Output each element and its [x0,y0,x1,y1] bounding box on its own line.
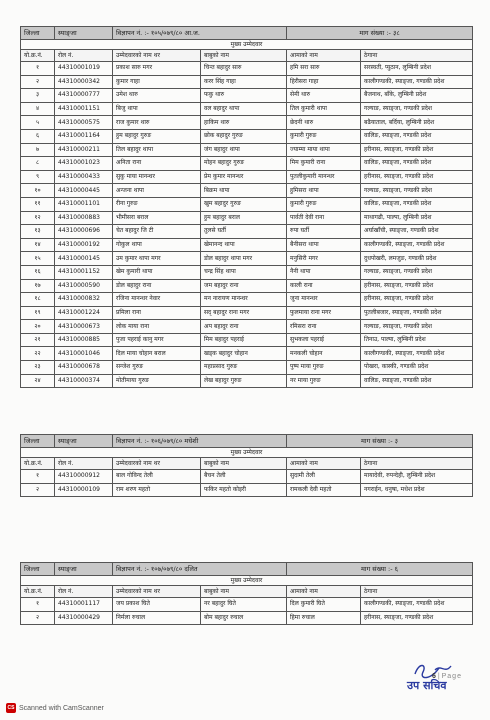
roll-number: 44310001151 [55,102,113,116]
mother-name: रामकली देवी महतो [287,483,361,497]
father-name: चन्द्र सिंह थापा [201,265,287,279]
roll-number: 44310001101 [55,197,113,211]
mother-name: हिमा रुचाल [287,611,361,625]
candidate-name: डोल बहादुर राना [113,279,201,293]
serial-number: १५ [21,252,55,266]
table-row [21,347,473,361]
father-name: डोल बहादुर थापा मगर [201,252,287,266]
col-header: ठेगाना [361,586,473,598]
mother-name: रमिसरा राना [287,320,361,334]
roll-number: 44310001046 [55,347,113,361]
address: माथागढी, पाल्पा, लुम्बिनी प्रदेश [361,211,473,225]
table-row [21,75,473,89]
col-header: यो.क्र.नं. [21,458,55,470]
serial-number: १ [21,470,55,484]
father-name: सद् बहादुर राना मगर [201,306,287,320]
roll-number: 44310000145 [55,252,113,266]
address: नगराईन, धनुषा, मधेश प्रदेश [361,483,473,497]
candidate-name: जय प्रकाश घिते [113,598,201,612]
serial-number: २४ [21,374,55,388]
roll-number: 44310000429 [55,611,113,625]
col-header: आमाको नाम [287,50,361,62]
address: वालिङ, स्याङ्जा, गण्डकी प्रदेश [361,129,473,143]
table-row [21,374,473,388]
address: गल्याङ, स्याङ्जा, गण्डकी प्रदेश [361,320,473,334]
col-header: आमाको नाम [287,586,361,598]
mother-name: कुमारी गुरुङ [287,129,361,143]
address: दुधपोखरी, लमजुङ, गण्डकी प्रदेश [361,252,473,266]
subtitle-row [21,576,473,586]
table-row [21,184,473,198]
father-name: मोहन बहादुर गुरुङ [201,157,287,171]
candidate-name: सुकु माया मानन्धर [113,170,201,184]
father-name: फकिर महतो कोइरी [201,483,287,497]
candidate-name: खेम कुमारी थापा [113,265,201,279]
roll-number: 44310000575 [55,116,113,130]
serial-number: ६ [21,129,55,143]
district-value: स्याङ्जा [55,27,113,40]
father-name: लेख बहादुर गुरुङ [201,374,287,388]
table-subtitle: मुख्य उम्मेदवार [21,576,473,586]
district-value: स्याङ्जा [55,435,113,448]
father-name: हुम बहादुर बराल [201,211,287,225]
serial-number: १९ [21,306,55,320]
roll-number: 44310000192 [55,238,113,252]
mother-name: पुष्प माया गुरुङ [287,361,361,375]
table-row [21,197,473,211]
father-name: प्रेम कुमार मानन्धर [201,170,287,184]
col-header: यो.क्र.नं. [21,586,55,598]
page-number: 6 | Page [432,673,462,680]
roll-number: 44310000433 [55,170,113,184]
father-name: फकु थारु [201,89,287,103]
father-name: चिन्त बहादुर सारु [201,62,287,76]
address: सरस्वती, प्युठान, लुम्बिनी प्रदेश [361,62,473,76]
father-name: जंग बहादुर थापा [201,143,287,157]
address: बढैयाताल, बर्दिया, लुम्बिनी प्रदेश [361,116,473,130]
notice-number: विज्ञापन नं. :- १०६/०७९/८० मधेशी [113,435,287,448]
father-name: अप बहादुर राना [201,320,287,334]
mother-name: छेदनी थारु [287,116,361,130]
table-row [21,170,473,184]
candidate-name: कुमार गाहा [113,75,201,89]
address: वालिङ, स्याङ्जा, गण्डकी प्रदेश [361,197,473,211]
roll-number: 44310000777 [55,89,113,103]
address: हरीनास, स्याङ्जा, गण्डकी प्रदेश [361,170,473,184]
father-name: छोक बहादुर गुरुङ [201,129,287,143]
candidate-name: गोकुल थापा [113,238,201,252]
col-header: रोल नं. [55,586,113,598]
mother-name: मनुसिरी मगर [287,252,361,266]
serial-number: २१ [21,333,55,347]
table-row [21,143,473,157]
district-value: स्याङ्जा [55,563,113,576]
table-header-row [21,435,473,448]
address: मायादेवी, रुपन्देही, लुम्बिनी प्रदेश [361,470,473,484]
serial-number: १७ [21,279,55,293]
candidate-name: राम शरण महतो [113,483,201,497]
serial-number: १३ [21,225,55,239]
father-name: करर सिंह गाहा [201,75,287,89]
father-name: जम बहादुर राना [201,279,287,293]
quota-count: माग संख्या :- ३८ [287,27,473,40]
subtitle-row [21,448,473,458]
father-name: तुलसे घर्ती [201,225,287,239]
father-name: खुम बहादुर गुरुङ [201,197,287,211]
candidate-name: मोतीमाया गुरुङ [113,374,201,388]
mother-name: मिम कुमारी राना [287,157,361,171]
candidate-name: रजिना मानन्धर नेवार [113,293,201,307]
roll-number: 44310000342 [55,75,113,89]
table-row [21,611,473,625]
col-header: उम्मेदवारको नाम थर [113,50,201,62]
col-header: ठेगाना [361,50,473,62]
address: पोखरा, कास्की, गण्डकी प्रदेश [361,361,473,375]
father-name: मिम बहादुर पहराई [201,333,287,347]
district-label: जिल्ला [21,435,55,448]
mother-name: फुलमाया राना मगर [287,306,361,320]
mother-name: रुपा घर्ती [287,225,361,239]
roll-number: 44310000109 [55,483,113,497]
roll-number: 44310000883 [55,211,113,225]
address: बैजनाथ, बाँके, लुम्बिनी प्रदेश [361,89,473,103]
candidate-name: चेत बहादुर जि टी [113,225,201,239]
roll-number: 44310000832 [55,293,113,307]
mother-name: तिल कुमारी थापा [287,102,361,116]
table-row [21,483,473,497]
serial-number: २२ [21,347,55,361]
serial-number: २० [21,320,55,334]
mother-name: हमि सरा सारु [287,62,361,76]
mother-name: हुमिसरा थापा [287,184,361,198]
table-row [21,62,473,76]
serial-number: १ [21,62,55,76]
candidate-name: बिजु थापा [113,102,201,116]
table-header-row [21,563,473,576]
candidate-name: निर्मला रुचाल [113,611,201,625]
serial-number: १२ [21,211,55,225]
mother-name: पार्वती देवी राना [287,211,361,225]
candidate-name: उम कुमार थापा मगर [113,252,201,266]
col-header: रोल नं. [55,458,113,470]
candidate-table [20,26,473,388]
table-row [21,470,473,484]
candidate-name: पुजा पहराई कानु मगर [113,333,201,347]
candidate-name: अनिता राना [113,157,201,171]
candidate-name: दिल माया चोहान बराल [113,347,201,361]
address: गल्याङ, स्याङ्जा, गण्डकी प्रदेश [361,184,473,198]
mother-name: जुना मानन्धर [287,293,361,307]
table-body [21,470,473,497]
table-body [21,62,473,388]
col-header: आमाको नाम [287,458,361,470]
serial-number: २ [21,483,55,497]
address: गल्याङ, स्याङ्जा, गण्डकी प्रदेश [361,102,473,116]
table-subtitle: मुख्य उम्मेदवार [21,448,473,458]
candidate-name: प्रकाश सारु मगर [113,62,201,76]
serial-number: २३ [21,361,55,375]
table-row [21,293,473,307]
camscanner-icon: CS [7,705,15,711]
serial-number: १० [21,184,55,198]
roll-number: 44310001019 [55,62,113,76]
serial-number: ३ [21,89,55,103]
table-body [21,598,473,625]
roll-number: 44310000374 [55,374,113,388]
roll-number: 44310000673 [55,320,113,334]
scanner-text: Scanned with CamScanner [19,704,104,712]
mother-name: सेमी थारु [287,89,361,103]
address: कालीगण्डकी, स्याङ्जा, गण्डकी प्रदेश [361,75,473,89]
candidate-name: उमेश थारु [113,89,201,103]
mother-name: हिरीसरा गाहा [287,75,361,89]
col-header: बाबुको नाम [201,50,287,62]
table-row [21,361,473,375]
mother-name: सुदामी तेली [287,470,361,484]
table-row [21,102,473,116]
subtitle-row [21,40,473,50]
father-name: नर बहादुर घिते [201,598,287,612]
section-105 [20,26,472,388]
address: कालीगण्डकी, स्याङ्जा, गण्डकी प्रदेश [361,598,473,612]
father-name: वल बहादुर थापा [201,102,287,116]
serial-number: १६ [21,265,55,279]
mother-name: बैनीसरा थापा [287,238,361,252]
address: हरीनास, स्याङ्जा, गण्डकी प्रदेश [361,143,473,157]
column-header-row [21,458,473,470]
mother-name: नर माया गुरुङ [287,374,361,388]
page-number-value: 6 [432,673,436,680]
col-header: उम्मेदवारको नाम थर [113,586,201,598]
candidate-name: राज कुमार थारु [113,116,201,130]
mother-name: दिल कुमारी घिते [287,598,361,612]
table-row [21,157,473,171]
roll-number: 44310001152 [55,265,113,279]
table-header-row [21,27,473,40]
serial-number: १८ [21,293,55,307]
address: वालिङ, स्याङ्जा, गण्डकी प्रदेश [361,157,473,171]
candidate-name: हुम बहादुर गुरुङ [113,129,201,143]
quota-count: माग संख्या :- ६ [287,563,473,576]
candidate-name: रीना गुरुङ [113,197,201,211]
address: अर्घाखाँची, स्याङ्जा, गण्डकी प्रदेश [361,225,473,239]
serial-number: ४ [21,102,55,116]
candidate-name: लोक माया राना [113,320,201,334]
roll-number: 44310000678 [55,361,113,375]
mother-name: कुमारी गुरुङ [287,197,361,211]
address: हरीनास, स्याङ्जा, गण्डकी प्रदेश [361,293,473,307]
mother-name: पुतलीकुमारी मानन्धर [287,170,361,184]
mother-name: नैनी थापा [287,265,361,279]
col-header: बाबुको नाम [201,586,287,598]
father-name: बिक्रम थापा [201,184,287,198]
table-row [21,211,473,225]
col-header: रोल नं. [55,50,113,62]
serial-number: २ [21,611,55,625]
candidate-name: बाल गोविन्द तेली [113,470,201,484]
col-header: यो.क्र.नं. [21,50,55,62]
serial-number: ११ [21,197,55,211]
serial-number: ७ [21,143,55,157]
col-header: ठेगाना [361,458,473,470]
column-header-row [21,50,473,62]
serial-number: २ [21,75,55,89]
table-row [21,116,473,130]
father-name: खेमानन्द थापा [201,238,287,252]
roll-number: 44310000590 [55,279,113,293]
mother-name: मनकली चोहान [287,347,361,361]
roll-number: 44310000912 [55,470,113,484]
table-row [21,225,473,239]
roll-number: 44310000445 [55,184,113,198]
serial-number: १४ [21,238,55,252]
table-row [21,89,473,103]
father-name: बोम बहादुर रुचाल [201,611,287,625]
table-row [21,265,473,279]
serial-number: ५ [21,116,55,130]
address: कालीगण्डकी, स्याङ्जा, गण्डकी प्रदेश [361,347,473,361]
table-row [21,598,473,612]
table-subtitle: मुख्य उम्मेदवार [21,40,473,50]
district-label: जिल्ला [21,27,55,40]
address: कालीगण्डकी, स्याङ्जा, गण्डकी प्रदेश [361,238,473,252]
candidate-name: प्रमिला राना [113,306,201,320]
candidate-name: भीमीसरा बराल [113,211,201,225]
roll-number: 44310001224 [55,306,113,320]
address: हरीनास, स्याङ्जा, गण्डकी प्रदेश [361,611,473,625]
address: तिनाउ, पाल्पा, लुम्बिनी प्रदेश [361,333,473,347]
candidate-name: अन्जना थापा [113,184,201,198]
candidate-name: तिल बहादुर थापा [113,143,201,157]
district-label: जिल्ला [21,563,55,576]
col-header: बाबुको नाम [201,458,287,470]
candidate-table [20,562,473,625]
mother-name: काली राना [287,279,361,293]
table-row [21,306,473,320]
roll-number: 44310000696 [55,225,113,239]
table-row [21,238,473,252]
serial-number: ८ [21,157,55,171]
address: पुतलीबजार, स्याङ्जा, गण्डकी प्रदेश [361,306,473,320]
roll-number: 44310001117 [55,598,113,612]
table-row [21,320,473,334]
mother-name: सुभकला पहराई [287,333,361,347]
roll-number: 44310000211 [55,143,113,157]
page-word: Page [441,673,462,680]
roll-number: 44310001164 [55,129,113,143]
mother-name: ज्याम्मा माया थापा [287,143,361,157]
section-107 [20,562,472,625]
address: वालिङ, स्याङ्जा, गण्डकी प्रदेश [361,374,473,388]
address: गल्याङ, स्याङ्जा, गण्डकी प्रदेश [361,265,473,279]
candidate-name: सन्जेश गुरुङ [113,361,201,375]
father-name: खड्क बहादुर चोहान [201,347,287,361]
roll-number: 44310000885 [55,333,113,347]
roll-number: 44310001023 [55,157,113,171]
signature-title: उप सचिव [407,679,447,692]
candidate-table [20,434,473,497]
table-row [21,333,473,347]
address: हरीनास, स्याङ्जा, गण्डकी प्रदेश [361,279,473,293]
serial-number: १ [21,598,55,612]
column-header-row [21,586,473,598]
father-name: हाकिम थारु [201,116,287,130]
father-name: बैचन तेली [201,470,287,484]
father-name: महाप्रसाद गुरुङ [201,361,287,375]
scanner-watermark [6,703,104,713]
section-106 [20,434,472,497]
serial-number: ९ [21,170,55,184]
notice-number: विज्ञापन नं. :- १०७/०७९/८० दलित [113,563,287,576]
col-header: उम्मेदवारको नाम थर [113,458,201,470]
notice-number: विज्ञापन नं. :- १०५/०७९/८० आ.ज. [113,27,287,40]
quota-count: माग संख्या :- ३ [287,435,473,448]
table-row [21,252,473,266]
father-name: मन नारायण मानन्धर [201,293,287,307]
table-row [21,279,473,293]
table-row [21,129,473,143]
